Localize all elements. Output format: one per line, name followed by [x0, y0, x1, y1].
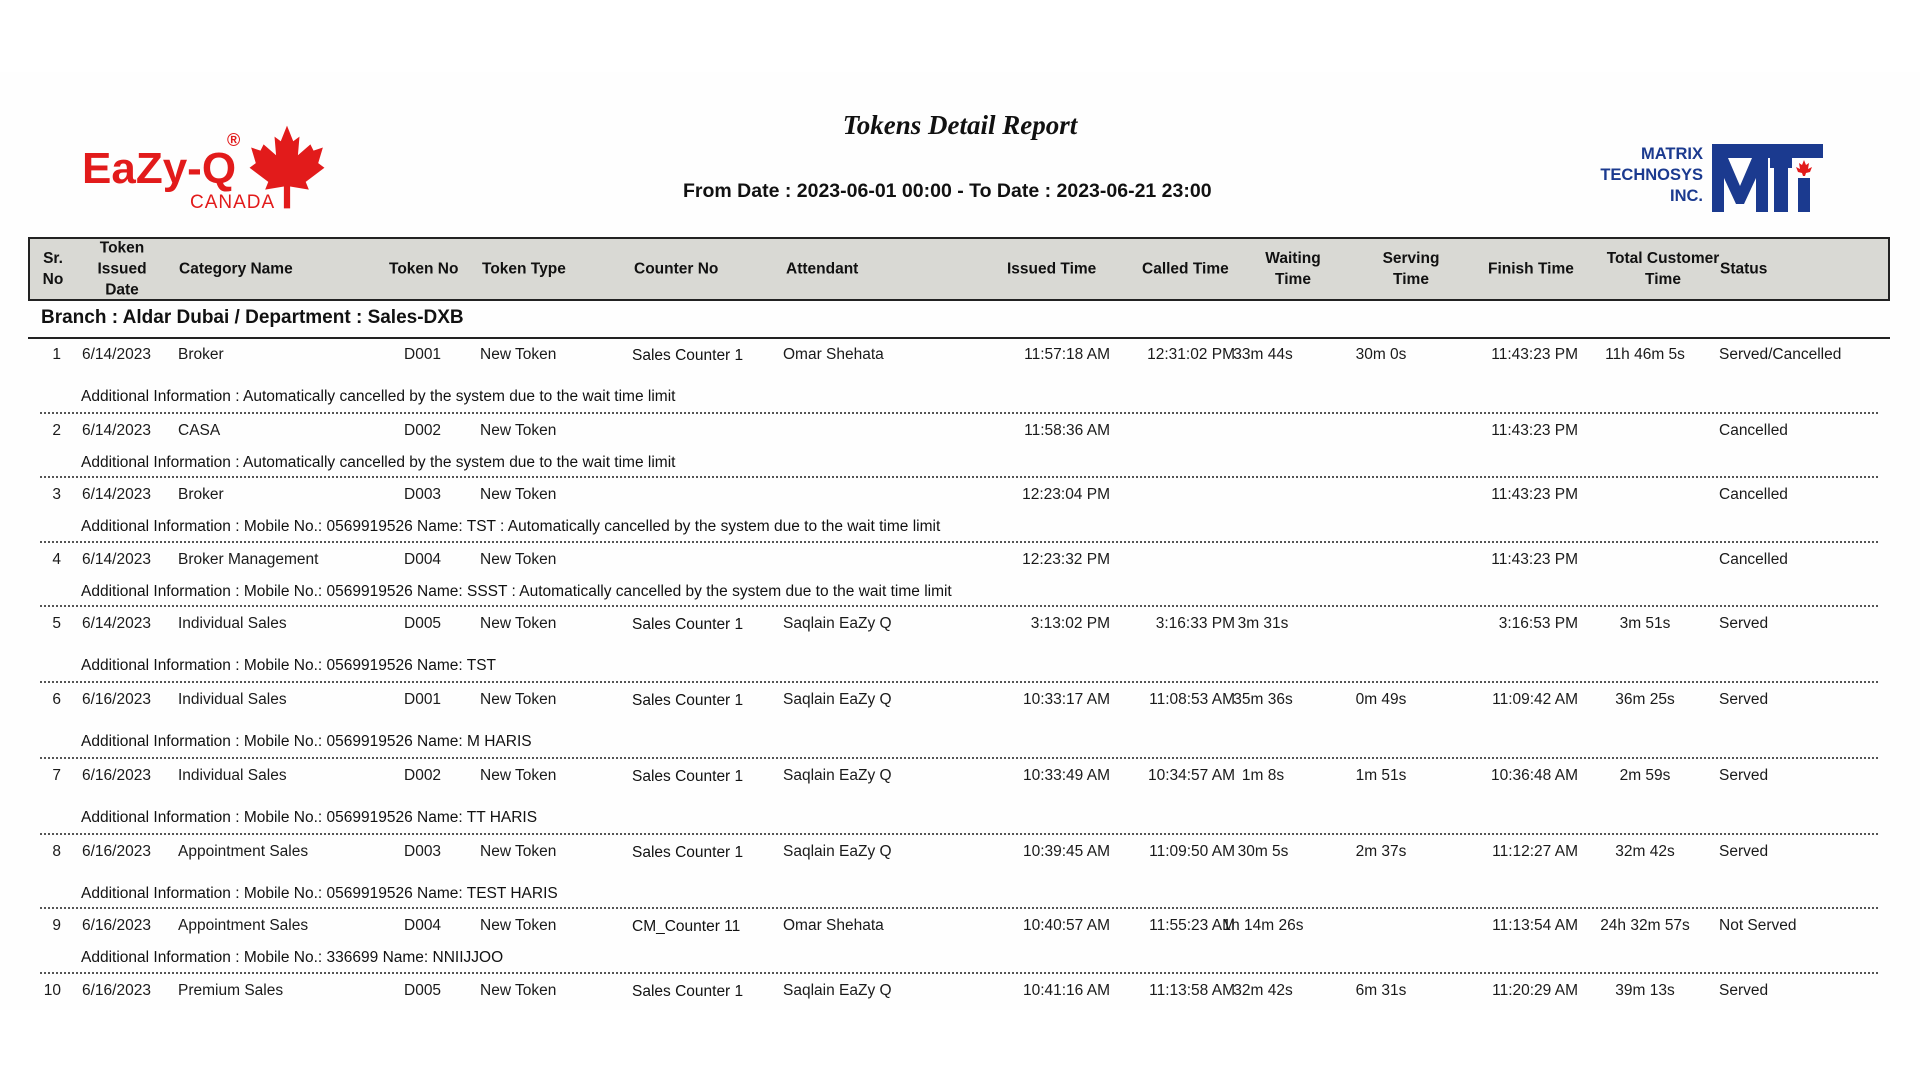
cell-total: 3m 51s	[1619, 615, 1671, 632]
row-separator	[40, 541, 1878, 543]
mti-logo	[1585, 142, 1825, 217]
cell-attendant: Saqlain EaZy Q	[783, 843, 892, 860]
cell-category: CASA	[178, 422, 221, 439]
cell-counter: Sales Counter 1	[632, 983, 744, 1000]
cell-token: D004	[404, 551, 442, 568]
additional-info: Additional Information : Mobile No.: 0569919526 Name: TEST HARIS	[81, 885, 558, 902]
cell-attendant: Saqlain EaZy Q	[783, 982, 892, 999]
cell-issued: 10:39:45 AM	[1022, 843, 1110, 860]
cell-token: D002	[404, 767, 442, 784]
row-separator	[40, 412, 1878, 414]
col-waiting-line2: Time	[1275, 271, 1311, 288]
mti-mark-icon	[1710, 142, 1825, 214]
cell-waiting: 1h 14m 26s	[1222, 917, 1304, 934]
cell-issued: 12:23:04 PM	[1022, 486, 1110, 503]
cell-waiting: 3m 31s	[1237, 615, 1289, 632]
registered-mark: ®	[227, 130, 241, 150]
eazyq-logo-subtitle: CANADA	[190, 192, 276, 213]
cell-status: Served	[1719, 767, 1769, 784]
col-finish: Finish Time	[1488, 260, 1574, 278]
col-issued-date-line3: Date	[105, 281, 139, 299]
cell-issued: 10:41:16 AM	[1022, 982, 1110, 999]
cell-serving: 1m 51s	[1355, 767, 1407, 784]
cell-status: Served	[1719, 843, 1769, 860]
cell-issued: 10:33:49 AM	[1022, 767, 1110, 784]
col-waiting-line1: Waiting	[1265, 250, 1321, 267]
col-serving-line1: Serving	[1382, 250, 1440, 267]
additional-info: Additional Information : Mobile No.: 336699 Name: NNIIJJOO	[81, 949, 504, 966]
cell-finish: 11:13:54 AM	[1492, 917, 1578, 934]
cell-counter: Sales Counter 1	[632, 768, 744, 785]
cell-sr: 5	[52, 615, 61, 632]
cell-attendant: Omar Shehata	[783, 917, 884, 934]
cell-category: Appointment Sales	[178, 843, 309, 860]
cell-sr: 4	[52, 551, 61, 568]
cell-date: 6/16/2023	[82, 843, 151, 860]
row-separator	[40, 833, 1878, 835]
cell-token: D005	[404, 982, 442, 999]
cell-date: 6/16/2023	[82, 917, 151, 934]
cell-status: Not Served	[1719, 917, 1797, 934]
cell-counter: Sales Counter 1	[632, 616, 744, 633]
col-counter: Counter No	[634, 260, 719, 278]
row-separator	[40, 681, 1878, 683]
col-issued-date	[92, 238, 152, 301]
cell-total: 2m 59s	[1619, 767, 1671, 784]
additional-info: Additional Information : Mobile No.: 0569919526 Name: SSST : Automatically cancelled by the system due to the wait time limit	[81, 583, 952, 600]
col-token-no: Token No	[389, 260, 459, 278]
row-separator	[40, 757, 1878, 759]
col-serving	[1366, 248, 1456, 290]
col-serving-line2: Time	[1393, 271, 1429, 288]
table-header	[28, 237, 1890, 301]
cell-called: 11:09:50 AM	[1149, 843, 1235, 860]
cell-date: 6/14/2023	[82, 551, 151, 568]
cell-type: New Token	[480, 346, 557, 363]
row-separator	[40, 907, 1878, 909]
additional-info: Additional Information : Mobile No.: 0569919526 Name: M HARIS	[81, 733, 532, 750]
cell-serving: 0m 49s	[1355, 691, 1407, 708]
cell-category: Broker	[178, 346, 224, 363]
cell-waiting: 30m 5s	[1237, 843, 1289, 860]
cell-issued: 11:57:18 AM	[1024, 346, 1110, 363]
cell-counter: Sales Counter 1	[632, 692, 744, 709]
cell-date: 6/16/2023	[82, 691, 151, 708]
cell-date: 6/14/2023	[82, 346, 151, 363]
cell-token: D003	[404, 486, 442, 503]
col-attendant: Attendant	[786, 260, 859, 278]
cell-total: 36m 25s	[1615, 691, 1675, 708]
cell-category: Individual Sales	[178, 615, 287, 632]
eazyq-logo-text: EaZy-Q	[82, 144, 237, 193]
cell-waiting: 32m 42s	[1233, 982, 1293, 999]
cell-finish: 11:43:23 PM	[1491, 422, 1578, 439]
cell-category: Premium Sales	[178, 982, 284, 999]
branch-divider	[28, 337, 1890, 339]
additional-info: Additional Information : Automatically cancelled by the system due to the wait time limit	[81, 454, 676, 471]
mti-line-2: TECHNOSYS	[1600, 166, 1703, 184]
mti-logo-text	[1600, 144, 1703, 207]
cell-counter: CM_Counter 11	[632, 918, 741, 935]
col-sr	[38, 248, 68, 290]
cell-issued: 10:33:17 AM	[1022, 691, 1110, 708]
cell-token: D002	[404, 422, 442, 439]
cell-serving: 2m 37s	[1355, 843, 1407, 860]
cell-type: New Token	[480, 982, 557, 999]
row-separator	[40, 605, 1878, 607]
branch-heading: Branch : Aldar Dubai / Department : Sales-DXB	[41, 307, 464, 328]
cell-counter: Sales Counter 1	[632, 347, 744, 364]
cell-date: 6/16/2023	[82, 982, 151, 999]
cell-date: 6/14/2023	[82, 486, 151, 503]
cell-serving: 6m 31s	[1355, 982, 1407, 999]
cell-token: D001	[404, 691, 442, 708]
cell-waiting: 35m 36s	[1233, 691, 1293, 708]
cell-type: New Token	[480, 767, 557, 784]
col-issued-date-line2: Issued	[97, 260, 147, 278]
cell-token: D003	[404, 843, 442, 860]
cell-sr: 8	[52, 843, 61, 860]
cell-called: 3:16:33 PM	[1155, 615, 1235, 632]
cell-type: New Token	[480, 843, 557, 860]
cell-finish: 10:36:48 AM	[1490, 767, 1578, 784]
cell-status: Cancelled	[1719, 486, 1788, 503]
cell-type: New Token	[480, 615, 557, 632]
cell-finish: 11:09:42 AM	[1492, 691, 1578, 708]
cell-date: 6/14/2023	[82, 615, 151, 632]
cell-sr: 6	[52, 691, 61, 708]
row-separator	[40, 972, 1878, 974]
cell-attendant: Omar Shehata	[783, 346, 884, 363]
cell-issued: 11:58:36 AM	[1024, 422, 1110, 439]
cell-status: Cancelled	[1719, 422, 1788, 439]
cell-called: 11:55:23 AM	[1149, 917, 1235, 934]
col-total-line2: Time	[1645, 271, 1681, 288]
col-issued-time: Issued Time	[1007, 260, 1097, 278]
cell-called: 10:34:57 AM	[1147, 767, 1235, 784]
cell-finish: 11:43:23 PM	[1491, 486, 1578, 503]
report-title: Tokens Detail Report	[842, 110, 1078, 140]
cell-issued: 10:40:57 AM	[1022, 917, 1110, 934]
cell-category: Appointment Sales	[178, 917, 309, 934]
cell-attendant: Saqlain EaZy Q	[783, 615, 892, 632]
col-total-line1: Total Customer	[1606, 250, 1720, 267]
cell-type: New Token	[480, 917, 557, 934]
cell-sr: 7	[52, 767, 61, 784]
cell-serving: 30m 0s	[1355, 346, 1407, 363]
cell-sr: 3	[52, 486, 61, 503]
cell-token: D001	[404, 346, 442, 363]
col-waiting	[1248, 248, 1338, 290]
cell-status: Served	[1719, 691, 1769, 708]
cell-status: Served	[1719, 982, 1769, 999]
col-sr-line1: Sr.	[43, 250, 63, 267]
cell-issued: 3:13:02 PM	[1030, 615, 1110, 632]
cell-sr: 2	[52, 422, 61, 439]
cell-finish: 11:20:29 AM	[1492, 982, 1578, 999]
cell-total: 39m 13s	[1615, 982, 1675, 999]
report-page	[0, 72, 1920, 1010]
cell-total: 32m 42s	[1615, 843, 1675, 860]
col-token-type: Token Type	[482, 260, 566, 278]
cell-waiting: 33m 44s	[1233, 346, 1293, 363]
cell-sr: 10	[43, 982, 61, 999]
additional-info: Additional Information : Automatically cancelled by the system due to the wait time limit	[81, 388, 676, 405]
cell-date: 6/14/2023	[82, 422, 151, 439]
cell-status: Cancelled	[1719, 551, 1788, 568]
cell-waiting: 1m 8s	[1241, 767, 1285, 784]
cell-token: D004	[404, 917, 442, 934]
cell-finish: 11:43:23 PM	[1491, 551, 1578, 568]
cell-called: 11:08:53 AM	[1149, 691, 1235, 708]
row-separator	[40, 476, 1878, 478]
cell-date: 6/16/2023	[82, 767, 151, 784]
cell-issued: 12:23:32 PM	[1022, 551, 1110, 568]
mti-line-3: INC.	[1670, 187, 1703, 205]
cell-token: D005	[404, 615, 442, 632]
col-called-time: Called Time	[1142, 260, 1229, 278]
cell-attendant: Saqlain EaZy Q	[783, 767, 892, 784]
col-status: Status	[1720, 260, 1768, 278]
cell-type: New Token	[480, 486, 557, 503]
cell-category: Individual Sales	[178, 691, 287, 708]
cell-called: 11:13:58 AM	[1149, 982, 1235, 999]
cell-counter: Sales Counter 1	[632, 844, 744, 861]
cell-finish: 11:43:23 PM	[1491, 346, 1578, 363]
cell-type: New Token	[480, 691, 557, 708]
cell-sr: 9	[52, 917, 61, 934]
col-category: Category Name	[179, 260, 293, 278]
cell-category: Broker	[178, 486, 224, 503]
col-issued-date-line1: Token	[99, 239, 145, 257]
mti-line-1: MATRIX	[1640, 145, 1703, 163]
cell-type: New Token	[480, 422, 557, 439]
col-total	[1598, 248, 1728, 290]
date-range: From Date : 2023-06-01 00:00 - To Date : 2023-06-21 23:00	[683, 180, 1212, 202]
col-sr-line2: No	[42, 271, 64, 288]
cell-finish: 11:12:27 AM	[1492, 843, 1578, 860]
additional-info: Additional Information : Mobile No.: 0569919526 Name: TST : Automatically cancelled by the system due to the wait time limit	[81, 518, 941, 535]
cell-type: New Token	[480, 551, 557, 568]
cell-finish: 3:16:53 PM	[1498, 615, 1578, 632]
cell-status: Served/Cancelled	[1719, 346, 1842, 363]
cell-total: 11h 46m 5s	[1605, 346, 1685, 363]
cell-status: Served	[1719, 615, 1769, 632]
cell-called: 12:31:02 PM	[1147, 346, 1235, 363]
additional-info: Additional Information : Mobile No.: 0569919526 Name: TST	[81, 657, 497, 674]
cell-category: Individual Sales	[178, 767, 287, 784]
cell-category: Broker Management	[178, 551, 319, 568]
additional-info: Additional Information : Mobile No.: 0569919526 Name: TT HARIS	[81, 809, 538, 826]
cell-attendant: Saqlain EaZy Q	[783, 691, 892, 708]
cell-total: 24h 32m 57s	[1600, 917, 1690, 934]
cell-sr: 1	[52, 346, 61, 363]
